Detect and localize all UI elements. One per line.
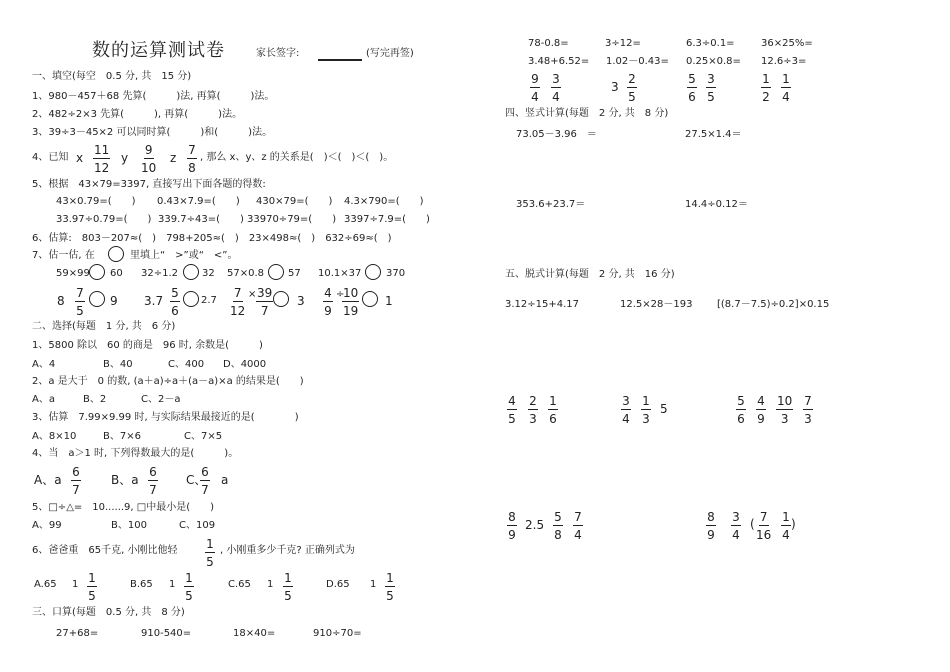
compare-right: 32 — [202, 268, 215, 279]
compare-right: 60 — [110, 268, 123, 279]
fill-q1: 1、980－457＋68 先算( )法, 再算( )法。 — [32, 91, 275, 102]
choice-option[interactable]: C、7×5 — [184, 431, 223, 442]
fraction: $\frac{7}{5}$ — [76, 286, 84, 318]
q5-item: 0.43×7.9=( ) — [157, 196, 240, 207]
answer-circle[interactable] — [89, 291, 105, 307]
fraction: $\frac{3}{5}$ — [707, 72, 715, 104]
fraction: $\frac{4}{9}$ — [324, 286, 332, 318]
fraction: $\frac{1}{5}$ — [206, 537, 214, 569]
fraction: $\frac{7}{3}$ — [804, 394, 812, 426]
fill-q4-prefix: 4、已知 — [32, 152, 69, 163]
fraction: $\frac{10}{3}$ — [777, 394, 793, 426]
whole-number: 1 — [169, 579, 176, 590]
fraction: $\frac{2}{5}$ — [628, 72, 636, 104]
close-paren: ) — [791, 517, 796, 531]
page-title: 数的运算测试卷 — [92, 40, 225, 61]
fill-q3: 3、39÷3－45×2 可以同时算( )和( )法。 — [32, 127, 273, 138]
q5-item: 4.3×790=( ) — [344, 196, 424, 207]
fraction: $\frac{2}{3}$ — [529, 394, 537, 426]
whole-number: 5 — [660, 402, 668, 416]
signature-line[interactable] — [318, 59, 362, 61]
oral-problem: 27+68= — [56, 628, 99, 639]
oral-problem: 18×40= — [233, 628, 276, 639]
answer-circle[interactable] — [273, 291, 289, 307]
fraction: $\frac{1}{4}$ — [782, 510, 790, 542]
choice-q3: 3、估算 7.99×9.99 时, 与实际结果最接近的是( ) — [32, 412, 299, 423]
answer-circle[interactable] — [183, 291, 199, 307]
fraction: $\frac{3}{4}$ — [622, 394, 630, 426]
compare-left: 59×99 — [56, 268, 90, 279]
fraction: $\frac{4}{9}$ — [757, 394, 765, 426]
var-z: z — [170, 151, 177, 165]
choice-option[interactable]: B、100 — [111, 520, 147, 531]
choice-option[interactable]: A、a — [32, 394, 55, 405]
choice-q5: 5、□÷△= 10......9, □中最小是( ) — [32, 502, 215, 513]
answer-circle[interactable] — [268, 264, 284, 280]
fraction: $\frac{1}{5}$ — [88, 571, 96, 603]
compare-right: 57 — [288, 268, 301, 279]
fraction: $\frac{39}{7}$ — [257, 286, 273, 318]
oral-problem: 6.3÷0.1= — [686, 38, 735, 49]
stepwise-problem: 12.5×28－193 — [620, 299, 693, 310]
fraction: $\frac{7}{12}$ — [230, 286, 246, 318]
whole-number: 1 — [72, 579, 79, 590]
compare-right: 370 — [386, 268, 406, 279]
decimal-number: 2.5 — [525, 518, 545, 532]
oral-problem: 0.25×0.8= — [686, 56, 741, 67]
section-1-heading: 一、填空(每空 0.5 分, 共 15 分) — [32, 71, 192, 82]
fraction: $\frac{7}{16}$ — [756, 510, 772, 542]
fill-q7-prefix: 7、估一估, 在 — [32, 250, 95, 261]
fraction: $\frac{9}{10}$ — [141, 143, 157, 175]
fraction: $\frac{8}{9}$ — [707, 510, 715, 542]
section-3-heading: 三、口算(每题 0.5 分, 共 8 分) — [32, 607, 185, 618]
fraction: $\frac{1}{2}$ — [762, 72, 770, 104]
choice-option[interactable]: A、a — [34, 473, 62, 487]
fraction: $\frac{11}{12}$ — [94, 143, 110, 175]
fraction: $\frac{6}{7}$ — [72, 465, 80, 497]
stepwise-problem: 3.12÷15+4.17 — [505, 299, 580, 310]
answer-circle[interactable] — [362, 291, 378, 307]
q5-item: 339.7÷43=( ) — [158, 214, 244, 225]
fraction: $\frac{1}{3}$ — [642, 394, 650, 426]
compare-left: 57×0.8 — [227, 268, 265, 279]
fraction: $\frac{3}{4}$ — [552, 72, 560, 104]
operator: × — [248, 289, 257, 300]
whole-number: 1 — [370, 579, 377, 590]
q5-item: 430×79=( ) — [256, 196, 333, 207]
fill-q7-suffix: 里填上“ >”或“ <”。 — [130, 250, 238, 261]
oral-problem: 12.6÷3= — [761, 56, 807, 67]
choice-option[interactable]: B、2 — [83, 394, 107, 405]
whole-number: 3 — [611, 80, 619, 94]
q5-item: 43×0.79=( ) — [56, 196, 136, 207]
fraction: $\frac{10}{19}$ — [343, 286, 359, 318]
var-x: x — [76, 151, 84, 165]
fraction: $\frac{7}{4}$ — [574, 510, 582, 542]
fill-q4-suffix: , 那么 x、y、z 的关系是( )＜( )＜( )。 — [200, 152, 394, 163]
fraction: $\frac{1}{5}$ — [284, 571, 292, 603]
fraction: $\frac{4}{5}$ — [508, 394, 516, 426]
vertical-problem: 353.6+23.7＝ — [516, 199, 586, 210]
choice-option[interactable]: B、40 — [103, 359, 133, 370]
choice-q6-prefix: 6、爸爸重 65千克, 小刚比他轻 — [32, 545, 178, 556]
oral-problem: 1.02－0.43= — [606, 56, 669, 67]
answer-circle[interactable] — [108, 246, 124, 262]
fraction: $\frac{5}{6}$ — [737, 394, 745, 426]
var-y: y — [121, 151, 129, 165]
fraction: $\frac{3}{4}$ — [732, 510, 740, 542]
signature-note: (写完再签) — [366, 48, 414, 59]
fraction: $\frac{5}{6}$ — [688, 72, 696, 104]
oral-problem: 3÷12= — [605, 38, 641, 49]
choice-option[interactable]: A、4 — [32, 359, 56, 370]
answer-circle[interactable] — [89, 264, 105, 280]
compare-right: 3 — [297, 294, 305, 308]
compare-left: 32÷1.2 — [141, 268, 179, 279]
fraction: $\frac{1}{5}$ — [185, 571, 193, 603]
parent-signature-label: 家长签字: — [256, 48, 300, 59]
operator: ÷ — [336, 289, 345, 300]
choice-option[interactable]: C、109 — [179, 520, 216, 531]
choice-option[interactable]: B、7×6 — [103, 431, 141, 442]
oral-problem: 910÷70= — [313, 628, 362, 639]
whole-number: 1 — [267, 579, 274, 590]
section-2-heading: 二、选择(每题 1 分, 共 6 分) — [32, 321, 176, 332]
choice-option[interactable]: D、4000 — [223, 359, 267, 370]
choice-option[interactable]: A、8×10 — [32, 431, 77, 442]
section-4-heading: 四、竖式计算(每题 2 分, 共 8 分) — [505, 108, 669, 119]
choice-option-tail: a — [221, 473, 229, 487]
open-paren: ( — [750, 517, 755, 531]
choice-option[interactable]: B、a — [111, 473, 139, 487]
choice-q4: 4、当 a＞1 时, 下列得数最大的是( )。 — [32, 448, 239, 459]
fraction: $\frac{1}{4}$ — [782, 72, 790, 104]
choice-option[interactable]: A、99 — [32, 520, 62, 531]
fraction: $\frac{6}{7}$ — [201, 465, 209, 497]
compare-right: 2.7 — [201, 295, 217, 306]
oral-problem: 78-0.8= — [528, 38, 569, 49]
fill-q5: 5、根据 43×79=3397, 直接写出下面各题的得数: — [32, 179, 266, 190]
q5-item: 33.97÷0.79=( ) — [56, 214, 152, 225]
answer-circle[interactable] — [365, 264, 381, 280]
choice-option[interactable]: B.65 — [130, 579, 153, 590]
compare-left: 10.1×37 — [318, 268, 362, 279]
fraction: $\frac{8}{9}$ — [508, 510, 516, 542]
compare-left: 3.7 — [144, 294, 164, 308]
fraction: $\frac{9}{4}$ — [531, 72, 539, 104]
choice-option[interactable]: C、2－a — [141, 394, 181, 405]
choice-q6-suffix: , 小刚重多少千克? 正确列式为 — [220, 545, 355, 556]
vertical-problem: 14.4÷0.12＝ — [685, 199, 748, 210]
fraction: $\frac{5}{6}$ — [171, 286, 179, 318]
choice-option[interactable]: D.65 — [326, 579, 350, 590]
q5-item: 3397÷7.9=( ) — [344, 214, 430, 225]
choice-q2: 2、a 是大于 0 的数, (a＋a)÷a＋(a－a)×a 的结果是( ) — [32, 376, 304, 387]
fraction: $\frac{1}{5}$ — [386, 571, 394, 603]
fraction: $\frac{6}{7}$ — [149, 465, 157, 497]
compare-right: 9 — [110, 294, 118, 308]
section-5-heading: 五、脱式计算(每题 2 分, 共 16 分) — [505, 269, 675, 280]
oral-problem: 3.48+6.52= — [528, 56, 590, 67]
compare-left: 8 — [57, 294, 65, 308]
fill-q2: 2、482÷2×3 先算( ), 再算( )法。 — [32, 109, 243, 120]
vertical-problem: 73.05－3.96 ＝ — [516, 129, 597, 140]
q5-item: 33970÷79=( ) — [247, 214, 337, 225]
choice-q1: 1、5800 除以 60 的商是 96 时, 余数是( ) — [32, 340, 263, 351]
oral-problem: 36×25%= — [761, 38, 813, 49]
choice-option[interactable]: A.65 — [34, 579, 57, 590]
choice-option[interactable]: C.65 — [228, 579, 251, 590]
fraction: $\frac{7}{8}$ — [188, 143, 196, 175]
fraction: $\frac{5}{8}$ — [554, 510, 562, 542]
choice-option[interactable]: C、 — [186, 473, 207, 487]
fraction: $\frac{1}{6}$ — [549, 394, 557, 426]
answer-circle[interactable] — [183, 264, 199, 280]
vertical-problem: 27.5×1.4＝ — [685, 129, 742, 140]
stepwise-problem: [(8.7－7.5)÷0.2]×0.15 — [717, 299, 830, 310]
oral-problem: 910-540= — [141, 628, 192, 639]
fill-q6: 6、估算: 803－207≈( ) 798+205≈( ) 23×498≈( ) 632÷69≈( ) — [32, 233, 392, 244]
compare-right: 1 — [385, 294, 393, 308]
choice-option[interactable]: C、400 — [168, 359, 205, 370]
